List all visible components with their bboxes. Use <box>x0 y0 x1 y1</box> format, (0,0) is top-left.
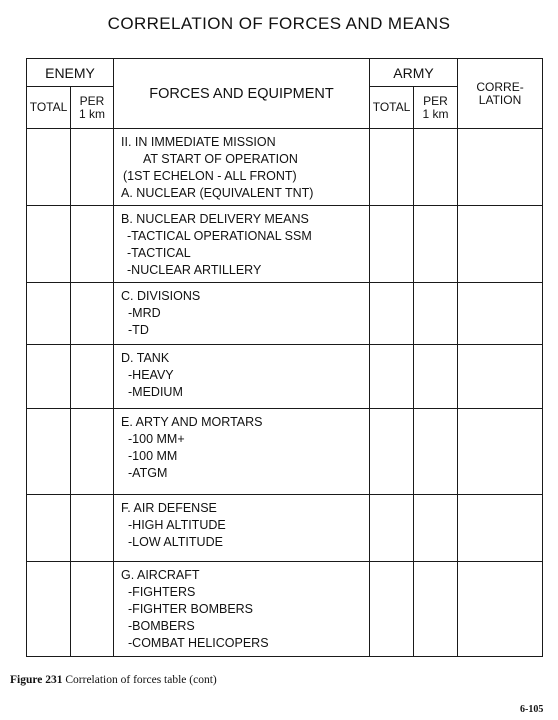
forces-cell: B. NUCLEAR DELIVERY MEANS -TACTICAL OPERATIONAL SSM -TACTICAL -NUCLEAR ARTILLERY <box>114 206 370 283</box>
correlation-cell <box>458 129 543 206</box>
figure-label: Figure 231 <box>10 674 63 686</box>
enemy-per-km-cell <box>71 129 114 206</box>
enemy-total-cell <box>27 345 71 409</box>
enemy-total-cell <box>27 283 71 345</box>
enemy-per-km-cell <box>71 345 114 409</box>
army-total-cell <box>370 409 414 495</box>
figure-caption <box>10 674 217 686</box>
enemy-total-cell <box>27 495 71 562</box>
forces-cell: D. TANK -HEAVY -MEDIUM <box>114 345 370 409</box>
army-header: ARMY <box>370 59 458 87</box>
army-total-cell <box>370 345 414 409</box>
correlation-cell <box>458 283 543 345</box>
enemy-per-km-cell <box>71 562 114 657</box>
army-per-km-cell <box>414 283 458 345</box>
army-total-header: TOTAL <box>370 87 414 129</box>
enemy-total-header: TOTAL <box>27 87 71 129</box>
army-per-km-header: PER 1 km <box>414 87 458 129</box>
army-total-cell <box>370 283 414 345</box>
army-per-km-cell <box>414 562 458 657</box>
table-row <box>27 345 543 409</box>
forces-cell: F. AIR DEFENSE -HIGH ALTITUDE -LOW ALTITUDE <box>114 495 370 562</box>
table-row <box>27 562 543 657</box>
enemy-total-cell <box>27 562 71 657</box>
page-number: 6-105 <box>520 704 544 715</box>
forces-cell: G. AIRCRAFT -FIGHTERS -FIGHTER BOMBERS -BOMBERS -COMBAT HELICOPERS <box>114 562 370 657</box>
army-per-km-cell <box>414 206 458 283</box>
army-total-cell <box>370 206 414 283</box>
correlation-cell <box>458 206 543 283</box>
correlation-cell <box>458 562 543 657</box>
army-per-km-cell <box>414 495 458 562</box>
enemy-header: ENEMY <box>27 59 114 87</box>
enemy-per-km-header: PER 1 km <box>71 87 114 129</box>
table-row <box>27 129 543 206</box>
correlation-cell <box>458 409 543 495</box>
enemy-total-cell <box>27 206 71 283</box>
forces-equipment-header: FORCES AND EQUIPMENT <box>114 59 370 129</box>
correlation-table <box>26 58 543 657</box>
army-per-km-cell <box>414 129 458 206</box>
forces-cell: II. IN IMMEDIATE MISSION AT START OF OPERATION (1ST ECHELON - ALL FRONT) A. NUCLEAR (EQUIVALENT TNT) <box>114 129 370 206</box>
enemy-total-cell <box>27 129 71 206</box>
enemy-per-km-cell <box>71 495 114 562</box>
army-total-cell <box>370 562 414 657</box>
army-total-cell <box>370 495 414 562</box>
page-title: CORRELATION OF FORCES AND MEANS <box>107 14 451 33</box>
forces-cell: C. DIVISIONS -MRD -TD <box>114 283 370 345</box>
table-row <box>27 283 543 345</box>
enemy-per-km-cell <box>71 283 114 345</box>
enemy-total-cell <box>27 409 71 495</box>
army-total-cell <box>370 129 414 206</box>
table-row <box>27 409 543 495</box>
enemy-per-km-cell <box>71 206 114 283</box>
table-row <box>27 206 543 283</box>
table-row <box>27 495 543 562</box>
header-row-top <box>27 59 543 87</box>
correlation-cell <box>458 495 543 562</box>
army-per-km-cell <box>414 409 458 495</box>
correlation-header: CORRE- LATION <box>458 59 543 129</box>
correlation-cell <box>458 345 543 409</box>
army-per-km-cell <box>414 345 458 409</box>
enemy-per-km-cell <box>71 409 114 495</box>
forces-cell: E. ARTY AND MORTARS -100 MM+ -100 MM -ATGM <box>114 409 370 495</box>
figure-caption-text: Correlation of forces table (cont) <box>65 674 217 686</box>
